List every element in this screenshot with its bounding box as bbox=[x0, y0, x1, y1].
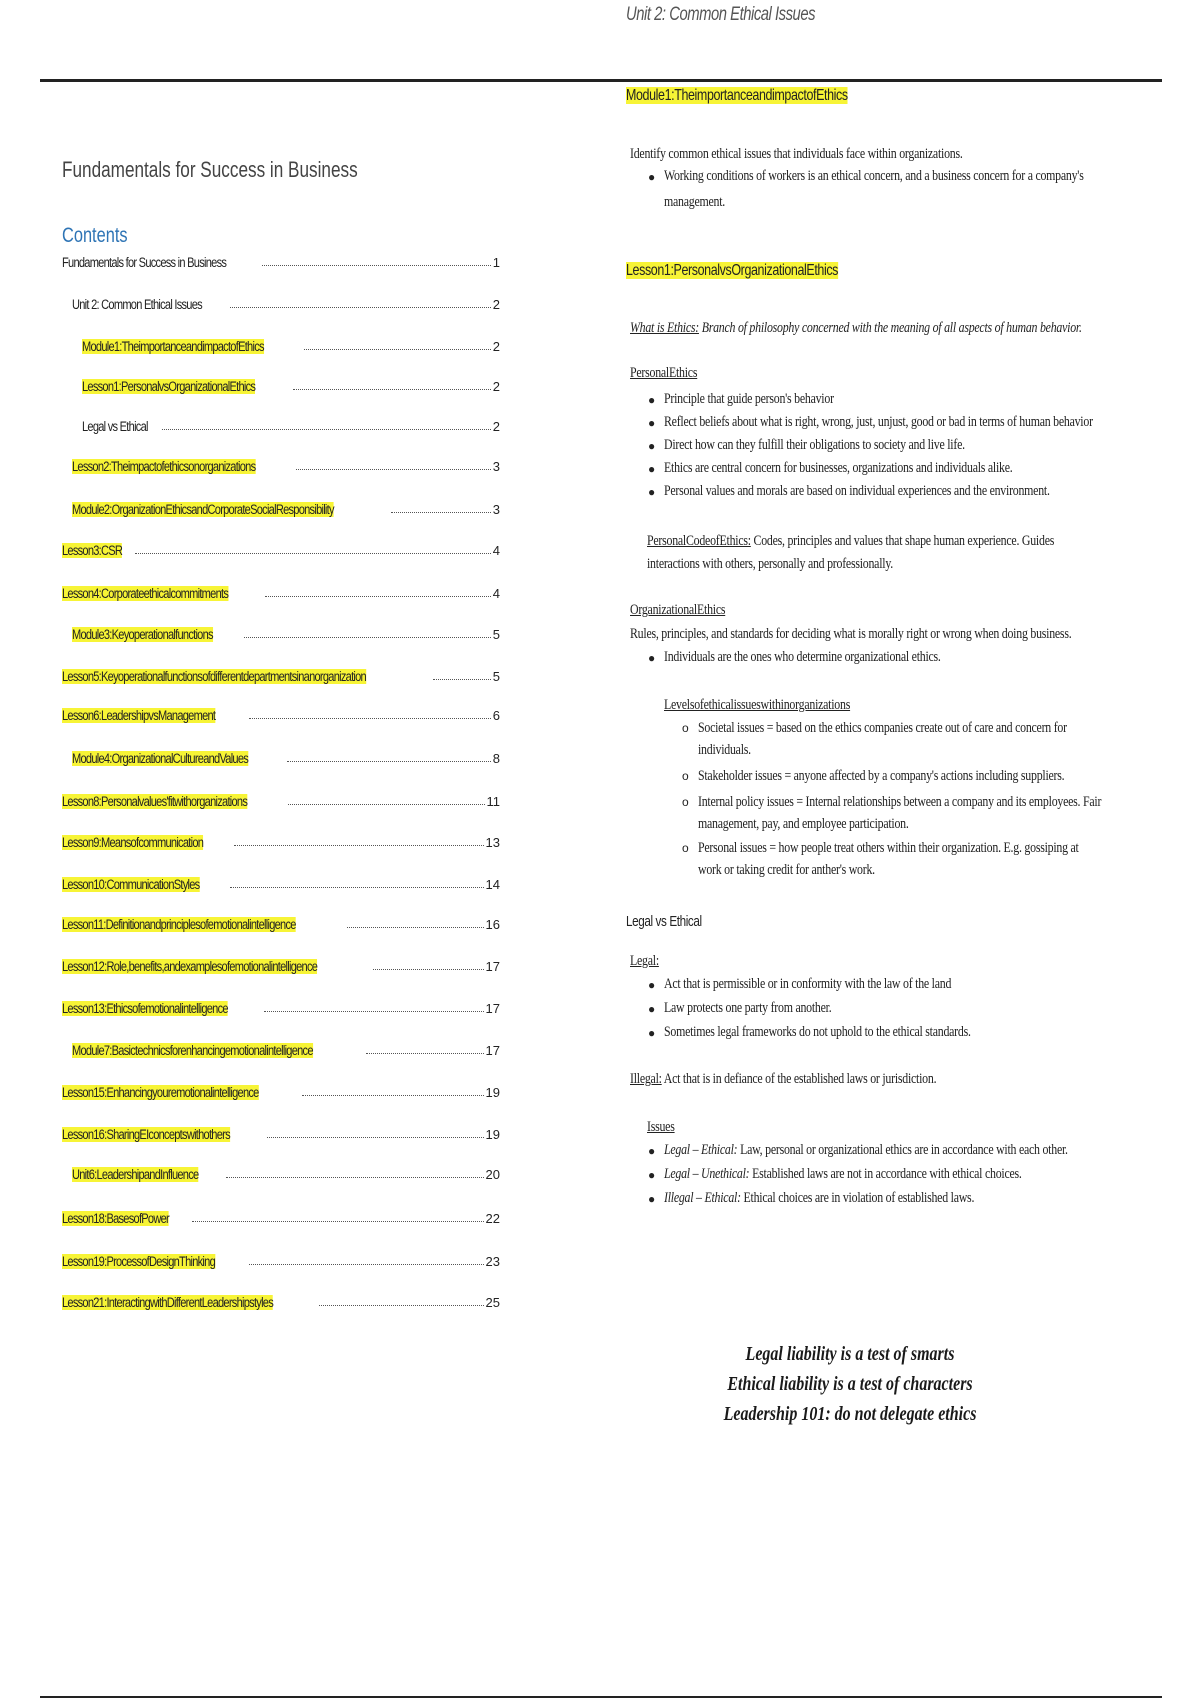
issue-text: Law, personal or organizational ethics are in accordance with each other. bbox=[737, 1142, 1068, 1158]
issue-term: Legal – Ethical: bbox=[664, 1142, 738, 1158]
list-item: Act that is permissible or in conformity with the law of the land bbox=[664, 976, 952, 992]
toc-entry[interactable] bbox=[82, 414, 500, 434]
bullet-dot: ● bbox=[648, 393, 656, 407]
toc-entry[interactable] bbox=[62, 1290, 500, 1310]
issue-item bbox=[664, 1142, 1068, 1159]
issues-heading: Issues bbox=[647, 1119, 675, 1135]
personal-ethics-heading: PersonalEthics bbox=[630, 365, 698, 381]
toc-entry-page: 3 bbox=[492, 459, 500, 474]
toc-leader-dots bbox=[433, 679, 491, 680]
toc-entry[interactable] bbox=[82, 334, 500, 354]
org-bullet: Individuals are the ones who determine organizational ethics. bbox=[664, 649, 941, 665]
toc-entry[interactable] bbox=[72, 622, 500, 642]
toc-entry-page: 17 bbox=[485, 1001, 500, 1016]
toc-entry[interactable] bbox=[62, 1080, 500, 1100]
level-item: Internal policy issues = Internal relationships between a company and its employees. Fair bbox=[698, 794, 1102, 810]
toc-entry-page: 2 bbox=[492, 339, 500, 354]
toc-leader-dots bbox=[293, 389, 491, 390]
contents-heading: Contents bbox=[62, 224, 128, 247]
toc-entry-page: 8 bbox=[492, 751, 500, 766]
toc-entry-label: Lesson2:Theimpactofethicsonorganizations bbox=[72, 459, 256, 474]
bullet-dot: ● bbox=[648, 1026, 656, 1040]
toc-entry-page: 19 bbox=[485, 1127, 500, 1142]
lesson1-heading bbox=[626, 262, 838, 280]
legal-label: Legal: bbox=[630, 953, 659, 969]
running-header: Unit 2: Common Ethical Issues bbox=[626, 4, 816, 25]
illegal-line bbox=[630, 1071, 936, 1088]
personal-code-line-1 bbox=[647, 533, 1054, 550]
lesson1-heading-text: Lesson1:PersonalvsOrganizationalEthics bbox=[626, 262, 839, 279]
bullet-dot: ● bbox=[648, 1192, 656, 1206]
illegal-text: Act that is in defiance of the established laws or jurisdiction. bbox=[661, 1071, 937, 1087]
toc-entry-label: Lesson11:Definitionandprinciplesofemotionalintelligence bbox=[62, 917, 296, 932]
toc-entry-label: Module2:OrganizationEthicsandCorporateSocialResponsibility bbox=[72, 502, 334, 517]
toc-entry[interactable] bbox=[62, 703, 500, 723]
toc-entry-page: 23 bbox=[485, 1254, 500, 1269]
identify-line: Identify common ethical issues that individuals face within organizations. bbox=[630, 146, 963, 162]
personal-code-line-2: interactions with others, personally and professionally. bbox=[647, 556, 893, 572]
toc-entry[interactable] bbox=[72, 1038, 500, 1058]
what-is-ethics-label: What is Ethics: bbox=[630, 320, 699, 336]
legal-vs-ethical-heading: Legal vs Ethical bbox=[626, 913, 702, 930]
toc-entry-page: 4 bbox=[492, 543, 500, 558]
toc-entry-page: 6 bbox=[492, 708, 500, 723]
toc-leader-dots bbox=[249, 718, 491, 719]
toc-entry[interactable] bbox=[62, 1249, 500, 1269]
toc-entry-page: 3 bbox=[492, 502, 500, 517]
toc-leader-dots bbox=[304, 349, 491, 350]
toc-entry-page: 19 bbox=[485, 1085, 500, 1100]
module1-heading bbox=[626, 87, 848, 105]
toc-leader-dots bbox=[373, 969, 483, 970]
issue-item bbox=[664, 1166, 1022, 1183]
quote-line: Leadership 101: do not delegate ethics bbox=[723, 1403, 977, 1425]
toc-entry-label: Module1:TheimportanceandimpactofEthics bbox=[82, 339, 264, 354]
toc-leader-dots bbox=[287, 761, 491, 762]
toc-entry[interactable] bbox=[82, 374, 500, 394]
toc-entry-label: Lesson16:SharingEIconceptswithothers bbox=[62, 1127, 230, 1142]
toc-leader-dots bbox=[391, 512, 491, 513]
sub-bullet-circle: o bbox=[682, 721, 689, 735]
quote-line: Ethical liability is a test of characters bbox=[727, 1373, 973, 1395]
toc-entry-label: Lesson15:Enhancingyouremotionalintelligence bbox=[62, 1085, 259, 1100]
personal-code-text: Codes, principles and values that shape human experience. Guides bbox=[750, 533, 1055, 549]
levels-heading: Levelsofethicalissueswithinorganizations bbox=[664, 697, 851, 713]
list-item: Principle that guide person's behavior bbox=[664, 391, 834, 407]
toc-entry-page: 17 bbox=[485, 959, 500, 974]
bullet-dot: ● bbox=[648, 485, 656, 499]
toc-entry-page: 2 bbox=[492, 379, 500, 394]
toc-entry[interactable] bbox=[62, 996, 500, 1016]
toc-entry-page: 20 bbox=[485, 1167, 500, 1182]
toc-entry-page: 11 bbox=[486, 794, 500, 809]
toc-entry-label: Lesson19:ProcessofDesignThinking bbox=[62, 1254, 215, 1269]
toc-entry-page: 14 bbox=[485, 877, 500, 892]
toc-entry-label: Module3:Keyoperationalfunctions bbox=[72, 627, 213, 642]
working-bullet-cont: management. bbox=[664, 194, 726, 210]
toc-entry[interactable] bbox=[72, 746, 500, 766]
toc-entry[interactable] bbox=[62, 954, 500, 974]
issue-term: Illegal – Ethical: bbox=[664, 1190, 741, 1206]
toc-entry-label: Lesson6:LeadershipvsManagement bbox=[62, 708, 216, 723]
toc-entry-label: Lesson21:InteractingwithDifferentLeadershipstyles bbox=[62, 1295, 274, 1310]
toc-entry-page: 25 bbox=[485, 1295, 500, 1310]
toc-entry-label: Lesson5:Keyoperationalfunctionsofdifferentdepartmentsinanorganization bbox=[62, 669, 366, 684]
toc-leader-dots bbox=[302, 1095, 484, 1096]
quote-line: Legal liability is a test of smarts bbox=[745, 1343, 955, 1365]
list-item: Direct how can they fulfill their obligations to society and live life. bbox=[664, 437, 965, 453]
toc-entry-page: 2 bbox=[492, 297, 500, 312]
toc-entry[interactable] bbox=[62, 664, 500, 684]
toc-entry[interactable] bbox=[62, 250, 500, 270]
toc-entry[interactable] bbox=[62, 872, 500, 892]
toc-leader-dots bbox=[262, 265, 491, 266]
issue-item bbox=[664, 1190, 974, 1207]
toc-entry-page: 1 bbox=[492, 255, 500, 270]
level-item: Stakeholder issues = anyone affected by a company's actions including suppliers. bbox=[698, 768, 1065, 784]
toc-entry-label: Lesson13:Ethicsofemotionalintelligence bbox=[62, 1001, 228, 1016]
toc-leader-dots bbox=[265, 596, 491, 597]
toc-entry-page: 5 bbox=[492, 627, 500, 642]
toc-entry-label: Lesson1:PersonalvsOrganizationalEthics bbox=[82, 379, 256, 394]
what-is-ethics-text: Branch of philosophy concerned with the meaning of all aspects of human behavior. bbox=[698, 320, 1082, 336]
level-item: Personal issues = how people treat others within their organization. E.g. gossiping at bbox=[698, 840, 1079, 856]
toc-leader-dots bbox=[249, 1264, 484, 1265]
bullet-dot: ● bbox=[648, 1002, 656, 1016]
toc-leader-dots bbox=[192, 1221, 483, 1222]
toc-entry-page: 5 bbox=[492, 669, 500, 684]
bullet-dot: ● bbox=[648, 1168, 656, 1182]
toc-entry-page: 2 bbox=[492, 419, 500, 434]
list-item: Sometimes legal frameworks do not uphold to the ethical standards. bbox=[664, 1024, 971, 1040]
toc-entry-label: Lesson9:Meansofcommunication bbox=[62, 835, 204, 850]
sub-bullet-circle: o bbox=[682, 795, 689, 809]
toc-entry[interactable] bbox=[62, 1122, 500, 1142]
toc-entry-label: Lesson4:Corporateethicalcommitments bbox=[62, 586, 229, 601]
toc-entry-label: Unit6:LeadershipandInfluence bbox=[72, 1167, 199, 1182]
toc-leader-dots bbox=[267, 1137, 484, 1138]
bullet-dot: ● bbox=[648, 416, 656, 430]
toc-entry[interactable] bbox=[72, 497, 500, 517]
org-ethics-heading: OrganizationalEthics bbox=[630, 602, 726, 618]
toc-leader-dots bbox=[288, 804, 485, 805]
toc-entry-page: 22 bbox=[485, 1211, 500, 1226]
toc-leader-dots bbox=[319, 1305, 483, 1306]
toc-leader-dots bbox=[244, 637, 491, 638]
module1-heading-text: Module1:TheimportanceandimpactofEthics bbox=[626, 87, 848, 104]
issue-text: Ethical choices are in violation of established laws. bbox=[740, 1190, 975, 1206]
toc-entry-page: 13 bbox=[485, 835, 500, 850]
toc-entry-label: Unit 2: Common Ethical Issues bbox=[72, 297, 202, 312]
level-item: individuals. bbox=[698, 742, 751, 758]
level-item: management, pay, and employee participation. bbox=[698, 816, 909, 832]
issue-term: Legal – Unethical: bbox=[664, 1166, 750, 1182]
bullet-dot: ● bbox=[648, 462, 656, 476]
toc-leader-dots bbox=[230, 887, 484, 888]
toc-entry[interactable] bbox=[62, 1206, 500, 1226]
toc-leader-dots bbox=[347, 927, 484, 928]
toc-leader-dots bbox=[230, 307, 490, 308]
toc-entry-label: Lesson10:CommunicationStyles bbox=[62, 877, 200, 892]
toc-leader-dots bbox=[296, 469, 491, 470]
illegal-label: Illegal: bbox=[630, 1071, 662, 1087]
sub-bullet-circle: o bbox=[682, 769, 689, 783]
toc-leader-dots bbox=[366, 1053, 484, 1054]
footer-rule bbox=[40, 1696, 1162, 1698]
toc-entry[interactable] bbox=[62, 581, 500, 601]
toc-entry[interactable] bbox=[62, 912, 500, 932]
toc-entry-label: Module7:Basictechnicsforenhancingemotionalintelligence bbox=[72, 1043, 313, 1058]
personal-code-label: PersonalCodeofEthics: bbox=[647, 533, 751, 549]
toc-entry-page: 4 bbox=[492, 586, 500, 601]
toc-entry-label: Fundamentals for Success in Business bbox=[62, 255, 227, 270]
list-item: Ethics are central concern for businesses, organizations and individuals alike. bbox=[664, 460, 1013, 476]
toc-leader-dots bbox=[226, 1177, 483, 1178]
level-item: Societal issues = based on the ethics companies create out of care and concern for bbox=[698, 720, 1067, 736]
toc-entry-label: Lesson18:BasesofPower bbox=[62, 1211, 169, 1226]
toc-entry-label: Lesson8:Personalvalues'fitwithorganizations bbox=[62, 794, 248, 809]
toc-entry-page: 16 bbox=[485, 917, 500, 932]
toc-entry[interactable] bbox=[72, 292, 500, 312]
toc-leader-dots bbox=[264, 1011, 483, 1012]
toc-entry[interactable] bbox=[72, 1162, 500, 1182]
bullet-dot: ● bbox=[648, 651, 656, 665]
list-item: Personal values and morals are based on individual experiences and the environment. bbox=[664, 483, 1050, 499]
toc-leader-dots bbox=[162, 429, 491, 430]
toc-entry-label: Lesson12:Role,benefits,andexamplesofemotionalintelligence bbox=[62, 959, 318, 974]
toc-leader-dots bbox=[135, 553, 490, 554]
bullet-dot: ● bbox=[648, 978, 656, 992]
list-item: Reflect beliefs about what is right, wrong, just, unjust, good or bad in terms of human behavior bbox=[664, 414, 1093, 430]
list-item: Law protects one party from another. bbox=[664, 1000, 832, 1016]
toc-entry[interactable] bbox=[62, 538, 500, 558]
sub-bullet-circle: o bbox=[682, 841, 689, 855]
toc-entry-label: Lesson3:CSR bbox=[62, 543, 123, 558]
toc-entry-label: Module4:OrganizationalCultureandValues bbox=[72, 751, 249, 766]
toc-entry[interactable] bbox=[62, 789, 500, 809]
toc-leader-dots bbox=[234, 845, 483, 846]
bullet-dot: ● bbox=[648, 439, 656, 453]
what-is-ethics bbox=[630, 320, 1082, 337]
document-title: Fundamentals for Success in Business bbox=[62, 157, 358, 182]
bullet-dot: ● bbox=[648, 1144, 656, 1158]
toc-entry[interactable] bbox=[72, 454, 500, 474]
issue-text: Established laws are not in accordance with ethical choices. bbox=[749, 1166, 1022, 1182]
toc-entry-label: Legal vs Ethical bbox=[82, 419, 148, 434]
org-ethics-text: Rules, principles, and standards for deciding what is morally right or wrong when doing business. bbox=[630, 626, 1072, 642]
toc-entry-page: 17 bbox=[485, 1043, 500, 1058]
toc-entry[interactable] bbox=[62, 830, 500, 850]
bullet-dot: ● bbox=[648, 170, 656, 184]
working-bullet: Working conditions of workers is an ethical concern, and a business concern for a company's bbox=[664, 168, 1084, 184]
header-rule bbox=[40, 79, 1162, 82]
level-item: work or taking credit for anther's work. bbox=[698, 862, 875, 878]
